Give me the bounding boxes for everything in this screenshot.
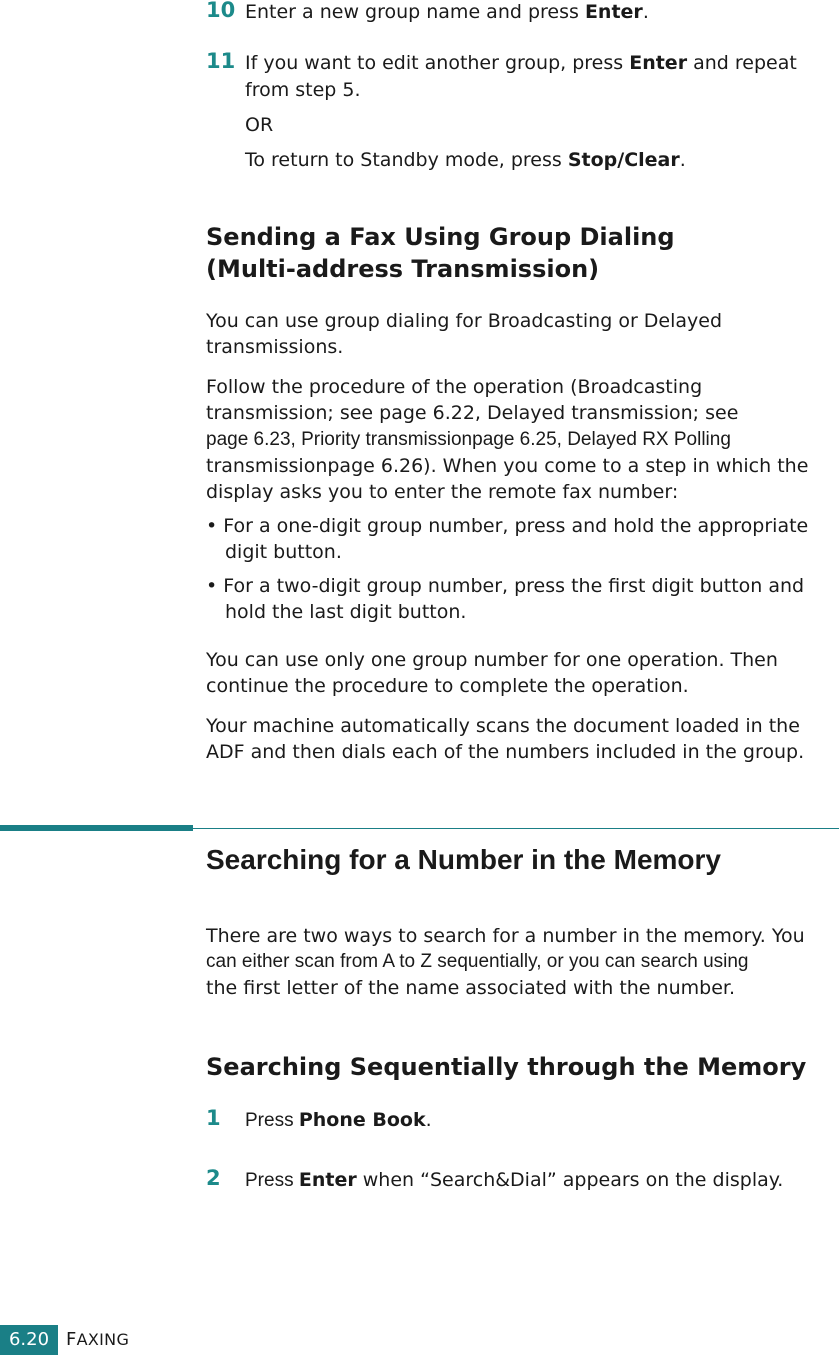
step-2-text xyxy=(245,1167,783,1194)
group-p4-line1: Your machine automatically scans the document loaded in the xyxy=(206,715,800,737)
bullet-one-digit-line1: • For a one-digit group number, press and hold the appropriate xyxy=(206,515,809,537)
return-key: Stop/Clear xyxy=(567,149,680,171)
step-10-post: . xyxy=(642,1,649,23)
group-p3-line1: You can use only one group number for one operation. Then xyxy=(206,649,778,671)
step-2-pre: Press xyxy=(245,1170,299,1191)
bullet-one-digit-line2: digit button. xyxy=(225,541,342,563)
step-11-key: Enter xyxy=(629,52,688,74)
step-11-line2: from step 5. xyxy=(245,79,361,101)
step-2-post: when “Search&Dial” appears on the display. xyxy=(356,1169,784,1191)
chapter-label-rest: AXING xyxy=(76,1330,130,1349)
chapter-label-initial: F xyxy=(66,1329,77,1350)
step-number-1: 1 xyxy=(206,1106,221,1130)
step-1-pre: Press xyxy=(245,1110,299,1131)
return-text xyxy=(245,147,686,173)
group-p2-line1: Follow the procedure of the operation (Broadcasting xyxy=(206,376,703,398)
group-p2-line5: display asks you to enter the remote fax number: xyxy=(206,481,679,503)
step-2-key: Enter xyxy=(298,1169,357,1191)
step-1-text xyxy=(245,1107,432,1134)
step-11-post: and repeat xyxy=(687,52,797,74)
return-pre: To return to Standby mode, press xyxy=(245,149,568,171)
group-p4-line2: ADF and then dials each of the numbers included in the group. xyxy=(206,741,805,763)
search-subheading: Searching Sequentially through the Memory xyxy=(206,1053,807,1081)
group-heading-line1: Sending a Fax Using Group Dialing xyxy=(206,223,675,251)
chapter-label xyxy=(66,1327,129,1353)
step-1-post: . xyxy=(425,1109,432,1131)
group-p2-line2: transmission; see page 6.22, Delayed transmission; see xyxy=(206,402,739,424)
return-post: . xyxy=(679,149,686,171)
group-p3-line2: continue the procedure to complete the operation. xyxy=(206,675,689,697)
search-p1-line2: can either scan from A to Z sequentially, or you can search using xyxy=(206,951,749,972)
step-11-text xyxy=(245,50,797,76)
page-number: 6.20 xyxy=(0,1325,58,1355)
bullet-two-digit-line2: hold the last digit button. xyxy=(225,601,467,623)
group-heading-line2: (Multi-address Transmission) xyxy=(206,255,600,283)
step-1-key: Phone Book xyxy=(298,1109,426,1131)
step-10-pre: Enter a new group name and press xyxy=(245,1,585,23)
step-10-key: Enter xyxy=(584,1,643,23)
step-10-text xyxy=(245,0,649,25)
step-number-10: 10 xyxy=(206,0,236,22)
search-p1-line3: the first letter of the name associated with the number. xyxy=(206,977,735,999)
group-p1-line2: transmissions. xyxy=(206,336,344,358)
search-heading: Searching for a Number in the Memory xyxy=(206,844,721,875)
group-p1-line1: You can use group dialing for Broadcasting or Delayed xyxy=(206,310,723,332)
bullet-two-digit-line1: • For a two-digit group number, press the first digit button and xyxy=(206,575,805,597)
section-divider-thick xyxy=(0,825,193,831)
section-divider-thin xyxy=(193,828,839,829)
or-text: OR xyxy=(245,114,274,136)
search-p1-line1: There are two ways to search for a number in the memory. You xyxy=(206,925,805,947)
group-p2-line3: page 6.23, Priority transmissionpage 6.25, Delayed RX Polling xyxy=(206,429,731,450)
group-p2-line4: transmissionpage 6.26). When you come to a step in which the xyxy=(206,455,809,477)
step-11-pre: If you want to edit another group, press xyxy=(245,52,630,74)
step-number-2: 2 xyxy=(206,1166,221,1190)
step-number-11: 11 xyxy=(206,49,236,73)
